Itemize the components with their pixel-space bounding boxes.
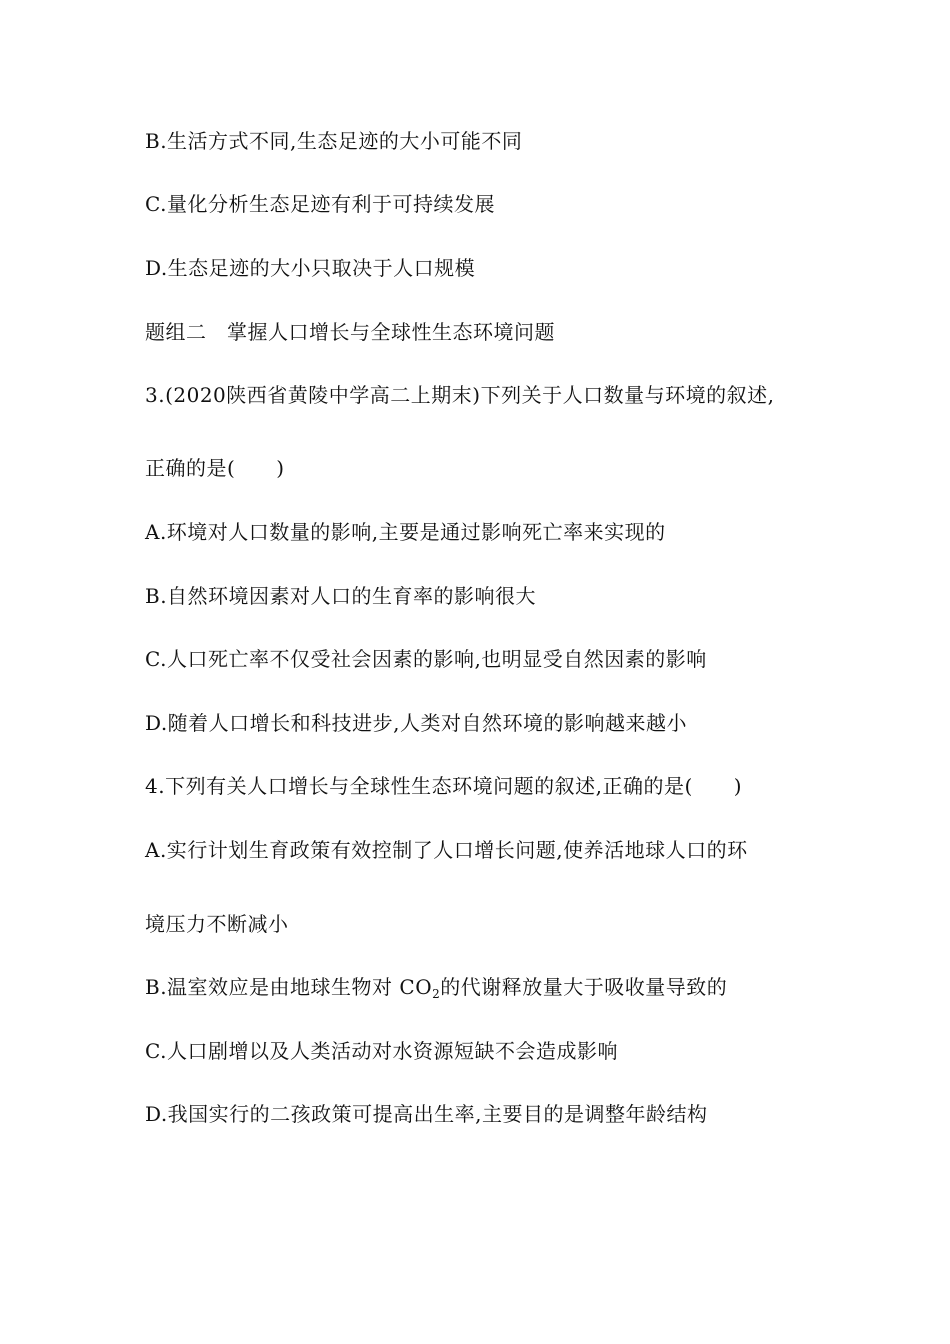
q4-option-d: D.我国实行的二孩政策可提高出生率,主要目的是调整年龄结构 — [145, 1102, 708, 1126]
q4-option-b-subscript: 2 — [432, 987, 441, 1001]
q2-option-c: C.量化分析生态足迹有利于可持续发展 — [145, 192, 495, 216]
q3-option-c: C.人口死亡率不仅受社会因素的影响,也明显受自然因素的影响 — [145, 647, 707, 671]
q3-option-a: A.环境对人口数量的影响,主要是通过影响死亡率来实现的 — [145, 520, 666, 544]
q4-option-a-line1: A.实行计划生育政策有效控制了人口增长问题,使养活地球人口的环 — [145, 838, 748, 862]
q4-option-c: C.人口剧增以及人类活动对水资源短缺不会造成影响 — [145, 1039, 618, 1063]
section-heading: 题组二 掌握人口增长与全球性生态环境问题 — [145, 320, 555, 344]
q4-option-b — [145, 973, 727, 1001]
q2-option-b: B.生活方式不同,生态足迹的大小可能不同 — [145, 129, 523, 153]
q3-option-b: B.自然环境因素对人口的生育率的影响很大 — [145, 584, 537, 608]
q4-option-b-post: 的代谢释放量大于吸收量导致的 — [440, 975, 728, 999]
q2-option-d: D.生态足迹的大小只取决于人口规模 — [145, 256, 476, 280]
q3-stem-line1: 3.(2020陕西省黄陵中学高二上期末)下列关于人口数量与环境的叙述, — [145, 383, 775, 407]
q4-option-a-line2: 境压力不断减小 — [145, 912, 289, 936]
q3-stem-line2: 正确的是( ) — [145, 456, 285, 480]
q3-option-d: D.随着人口增长和科技进步,人类对自然环境的影响越来越小 — [145, 711, 688, 735]
q4-stem: 4.下列有关人口增长与全球性生态环境问题的叙述,正确的是( ) — [145, 774, 743, 798]
q4-option-b-pre: B.温室效应是由地球生物对 CO — [145, 975, 433, 999]
